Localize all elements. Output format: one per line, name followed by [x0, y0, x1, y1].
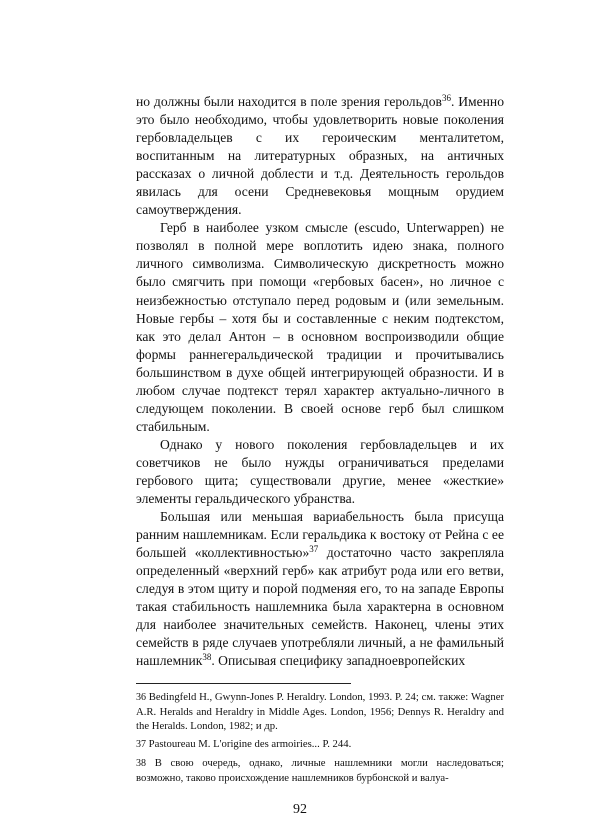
footnote-number: 36: [136, 692, 146, 703]
footnote-36: [136, 690, 504, 733]
footnotes: [136, 690, 504, 790]
footnote-ref-38[interactable]: 38: [202, 652, 212, 663]
paragraph-2: Герб в наиболее узком смысле (escudo, Unterwappen) не позволял в полной мере воплотить идею знака, полного личного символизма. Символическую дискретность можно было смягчить при помощи «гербовых басен», но личное с неизбежностью отступало перед родовым и (или земельным. Новые гербы – хотя бы и составленные с неким подтекстом, как это делал Антон – в основном воспроизводили общие формы раннегеральдической традиции и прочитывались большинством в духе общей интегрирующей образности. И в любом случае подтекст терял характер актуально-личного в следующем поколении. В своей основе герб был слишком стабильным.: [136, 220, 504, 434]
paragraph-4: Большая или меньшая вариабельность была присуща ранним нашлемникам. Если геральдика к востоку от Рейна с ее большей «коллективностью»$^{37}$ достаточно часто закрепляла определенный «верхний герб» как атрибут рода или его ветви, следуя в этом щиту и порой подменяя его, то на западе Европы такая стабильность нашлемника была характерна в основном для наиболее значительных семейств. Наконец, члены этих семейств в ряде случаев употребляли личный, а не фамильный нашлемник$^{38}$. Описывая специфику западноевропейских: [136, 509, 504, 669]
footnote-number: 37: [136, 739, 146, 751]
footnote-text: Pastoureau M. L'origine des armoiries... P. 244.: [148, 738, 352, 751]
paragraph-1: но должны были находится в поле зрения герольдов$^{36}$. Именно это было необходимо, чтобы удовлетворить новые поколения гербовладельцев с их героическим менталитетом, воспитанным на литературных образных, на античных рассказах о личной доблести и т.д. Деятельность герольдов явилась для осени Средневековья мощным орудием самоутверждения.: [136, 93, 504, 218]
footnote-38: [136, 756, 504, 785]
footnote-37: [136, 737, 504, 752]
footnote-separator: [136, 683, 351, 684]
footnote-text: Bedingfeld H., Gwynn-Jones P. Heraldry. London, 1993. P. 24; см. также: Wagner A.R. Heralds and Heraldry in Middle Ages. London, 1956; Dennys R. Heraldry and the Heralds. London, 1982; и др.: [136, 691, 505, 733]
page-number: 92: [293, 802, 307, 817]
footnote-number: 38: [136, 758, 146, 770]
paragraph-3: Однако у нового поколения гербовладельцев и их советчиков не было нужды ограничиваться пределами гербового щита; существовали другие, менее «жесткие» элементы геральдического убранства.: [136, 436, 504, 507]
footnote-text: В свою очередь, однако, личные нашлемники могли наследоваться; возможно, таково происхождение нашлемников бурбонской и валуа-: [136, 757, 504, 785]
footnote-ref-36[interactable]: 36: [441, 93, 451, 103]
main-text: [136, 93, 504, 671]
footnote-ref-37[interactable]: 37: [309, 544, 319, 555]
